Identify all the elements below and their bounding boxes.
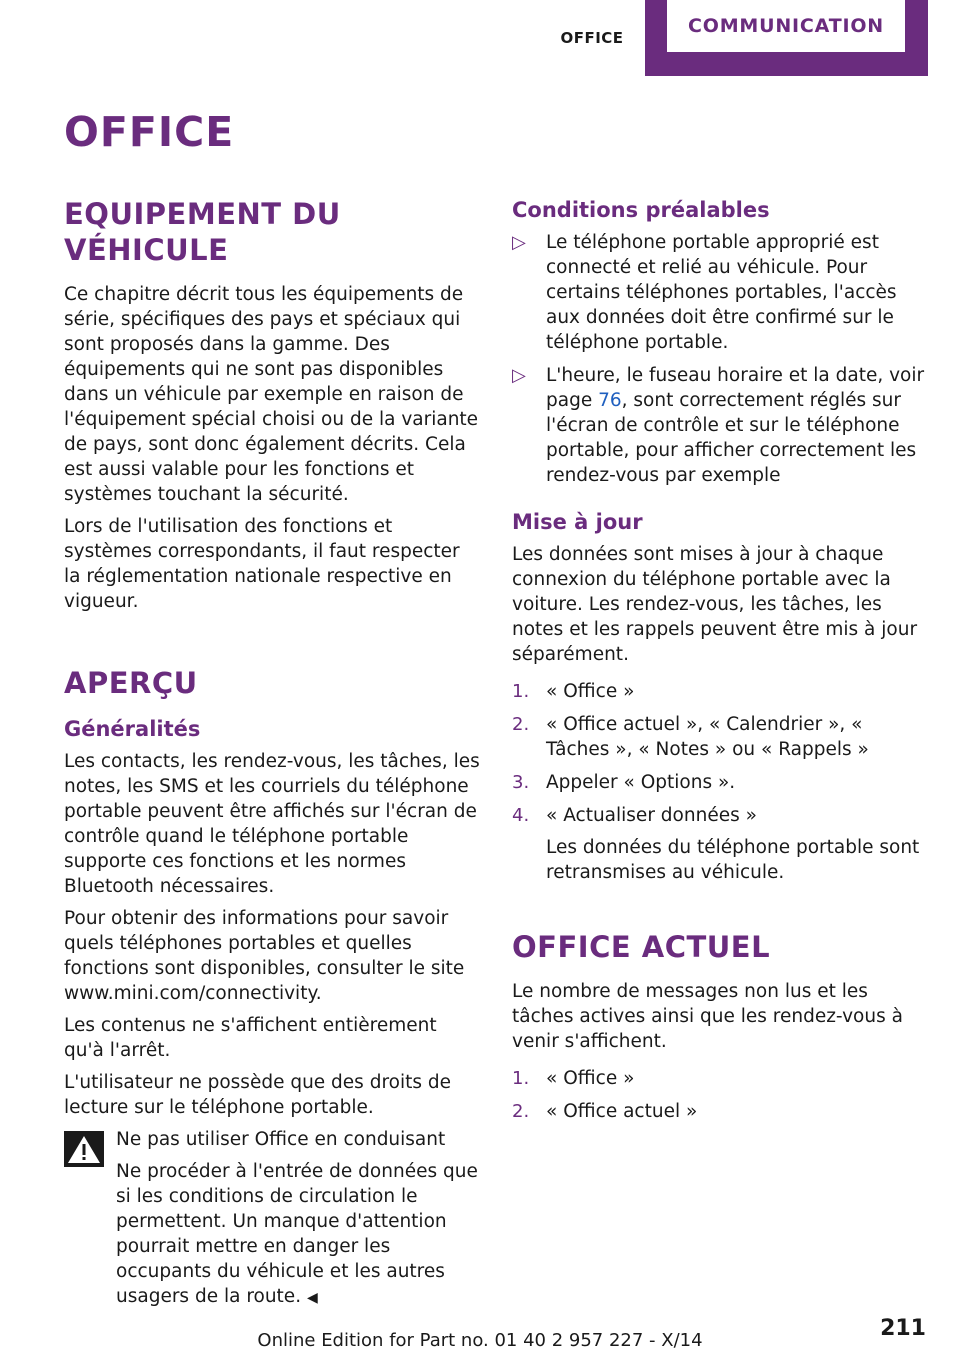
generalites-paragraph-2: Pour obtenir des informations pour savoir quels téléphones portables et quelles fonctions sont disponibles, consulter le site www.mini.com/connectivity. [64, 908, 465, 1004]
step-number: 1. [512, 681, 530, 702]
section-title-apercu: APERÇU [64, 666, 198, 700]
subsection-title-generalites: Généralités [64, 717, 201, 741]
list-item [512, 679, 930, 704]
warning-box [64, 1127, 480, 1311]
equipement-paragraph-1: Ce chapitre décrit tous les équipements de série, spécifiques des pays et spéciaux qui sont proposés dans la gamme. Des équipements qui ne sont pas disponibles dans un véhicule par exemple en raison de l'équipement spécial choisi ou de la variante de pays, sont donc également décrits. Cela est aussi valable pour les fonctions et systèmes touchant la sécurité. [64, 284, 479, 505]
step-text: « Actualiser données » [546, 805, 757, 826]
step-text: « Office » [546, 1068, 635, 1089]
warning-triangle-icon [64, 1131, 104, 1167]
step-text: « Office » [546, 681, 635, 702]
office-actuel-paragraph: Le nombre de messages non lus et les tâches actives ainsi que les rendez-vous à venir s'affichent. [512, 981, 903, 1052]
step-text: « Office actuel » [546, 1101, 698, 1122]
left-column [64, 196, 480, 1311]
generalites-paragraph-1: Les contacts, les rendez-vous, les tâches, les notes, les SMS et les courriels du téléphone portable peuvent être affichés sur l'écran de contrôle quand le téléphone portable supporte ces fonctions et les normes Bluetooth nécessaires. [64, 751, 480, 897]
section-title-office-actuel: OFFICE ACTUEL [512, 930, 771, 964]
triangle-bullet-icon: ▷ [512, 365, 526, 386]
warning-title: Ne pas utiliser Office en conduisant [116, 1129, 446, 1150]
footer-edition: Online Edition for Part no. 01 40 2 957 227 - X/14 [257, 1330, 703, 1351]
generalites-paragraph-3: Les contenus ne s'affichent entièrement qu'à l'arrêt. [64, 1015, 437, 1061]
condition-text-2-rest: , sont correctement réglés sur l'écran de contrôle et sur le téléphone portable, pour afficher correctement les rendez-vous par exemple [546, 390, 917, 486]
mise-a-jour-steps [512, 679, 930, 885]
subsection-title-mise-a-jour: Mise à jour [512, 510, 643, 534]
step-number: 2. [512, 1101, 530, 1122]
step-note: Les données du téléphone portable sont retransmises au véhicule. [546, 837, 920, 883]
right-column [512, 196, 930, 1132]
equipement-paragraph-2: Lors de l'utilisation des fonctions et systèmes correspondants, il faut respecter la réglementation nationale respective en vigueur. [64, 516, 460, 612]
header-section-communication: COMMUNICATION [667, 0, 905, 52]
subsection-title-conditions: Conditions préalables [512, 198, 770, 222]
condition-text-2: L'heure, le fuseau horaire et la date, voir page [546, 365, 925, 411]
step-text: Appeler « Options ». [546, 772, 736, 793]
list-item [512, 803, 930, 885]
page-link[interactable]: 76 [598, 390, 622, 411]
generalites-paragraph-4: L'utilisateur ne possède que des droits de lecture sur le téléphone portable. [64, 1072, 452, 1118]
condition-text-1: Le téléphone portable approprié est connecté et relié au véhicule. Pour certains téléphones portables, l'accès aux données doit être confirmé sur le téléphone portable. [546, 232, 897, 353]
step-number: 3. [512, 772, 530, 793]
section-title-equipement: EQUIPEMENT DU VÉHICULE [64, 197, 341, 267]
header-section-office: OFFICE [560, 29, 624, 47]
mise-a-jour-paragraph: Les données sont mises à jour à chaque connexion du téléphone portable avec la voiture. Les rendez-vous, les tâches, les notes et les rappels peuvent être mis à jour séparément. [512, 544, 918, 665]
page-title: OFFICE [64, 108, 235, 156]
office-actuel-steps [512, 1066, 930, 1124]
list-item [512, 363, 930, 488]
step-number: 1. [512, 1068, 530, 1089]
step-number: 4. [512, 805, 530, 826]
step-number: 2. [512, 714, 530, 735]
list-item [512, 712, 930, 762]
page-number: 211 [880, 1316, 926, 1341]
triangle-bullet-icon: ▷ [512, 232, 526, 253]
conditions-list [512, 230, 930, 488]
step-text: « Office actuel », « Calendrier », « Tâches », « Notes » ou « Rappels » [546, 714, 869, 760]
list-item [512, 1066, 930, 1091]
list-item [512, 770, 930, 795]
list-item [512, 230, 930, 355]
warning-body-line [116, 1159, 480, 1311]
warning-body: Ne procéder à l'entrée de données que si les conditions de circulation le permettent. Un manque d'attention pourrait mettre en danger les occupants du véhicule et les autres usagers de la route. [116, 1161, 478, 1307]
list-item [512, 1099, 930, 1124]
end-marker-icon: ◀ [306, 1290, 318, 1306]
